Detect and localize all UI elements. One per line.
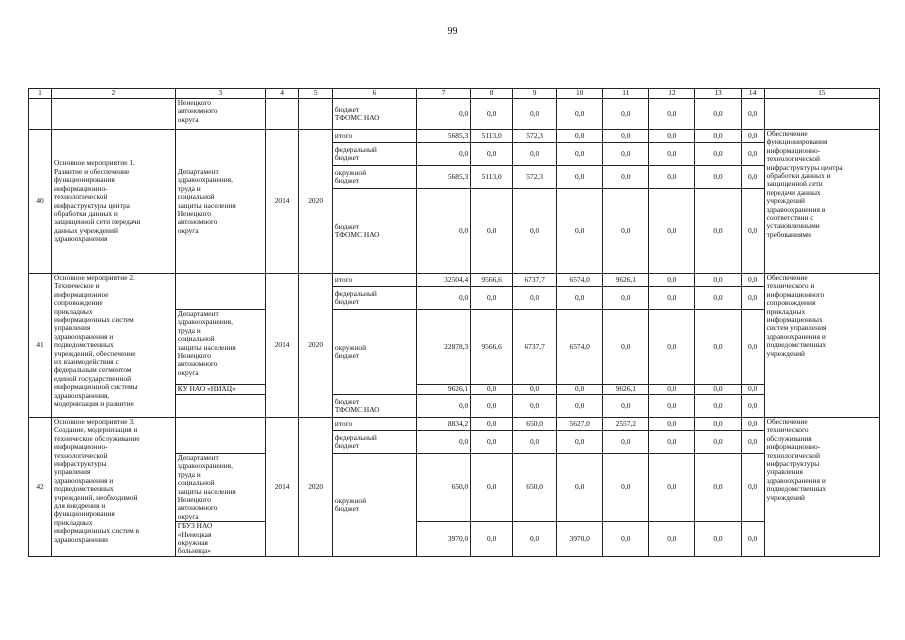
end-year-cell [299,99,333,130]
table-row [29,130,880,143]
value-cell: 0,0 [557,384,603,394]
value-cell: 0,0 [471,418,513,431]
value-cell: 0,0 [649,166,695,189]
value-cell: 0,0 [695,395,741,418]
value-cell: 0,0 [603,522,649,557]
value-cell: 0,0 [603,99,649,130]
value-cell: 0,0 [416,287,470,310]
result-cell: Обеспечение технического обслуживания информационно- технологической инфраструктуры управления здравоохранения и подведомственных учреждений [764,418,879,557]
value-cell: 0,0 [416,395,470,418]
activity-cell: Основное мероприятие 2. Техническое и информационное сопровождение прикладных информационных систем управления здравоохранения и подведомственных учреждений, обеспечение их взаимодействия с федеральным сегментом единой государственной информационной системы здравоохранения, модернизация и развитие [52,274,176,418]
value-cell: 0,0 [603,166,649,189]
header-cell: 12 [649,89,695,99]
value-cell: 0,0 [513,522,557,557]
value-cell: 5685,3 [416,166,470,189]
activity-cell: Основное мероприятие 3. Создание, модернизация и техническое обслуживание информационно- технологической инфраструктуры управления здравоохранения и подведомственных учреждений, необходимой для внедрения и функционирования прикладных информационных систем в здравоохранении [52,418,176,557]
value-cell: 5685,3 [416,130,470,143]
value-cell: 572,3 [513,166,557,189]
value-cell: 0,0 [695,384,741,394]
value-cell: 5113,0 [471,166,513,189]
value-cell: 0,0 [471,287,513,310]
source-cell: окружной бюджет [332,310,416,395]
value-cell: 0,0 [695,454,741,522]
value-cell: 2557,2 [603,418,649,431]
value-cell: 0,0 [416,189,470,274]
value-cell: 0,0 [741,431,764,454]
source-cell: федеральный бюджет [332,143,416,166]
header-cell: 9 [513,89,557,99]
activity-cell: Основное мероприятие 1. Развитие и обеспечение функционирования информационно- технологической инфраструктуры центра обработки данных и защищенной сети передачи данных учреждений здравоохранения [52,130,176,274]
value-cell: 0,0 [741,522,764,557]
value-cell: 0,0 [741,418,764,431]
value-cell: 3970,0 [557,522,603,557]
executor-cell: КУ НАО «НИАЦ» [175,384,265,394]
value-cell: 0,0 [471,143,513,166]
value-cell: 0,0 [741,310,764,385]
value-cell: 0,0 [741,189,764,274]
num-cell: 42 [29,418,52,557]
value-cell: 0,0 [695,166,741,189]
value-cell: 0,0 [471,522,513,557]
header-cell: 15 [764,89,879,99]
table-row [29,274,880,287]
num-cell [29,99,52,130]
header-cell: 10 [557,89,603,99]
value-cell: 0,0 [603,310,649,385]
value-cell: 0,0 [741,143,764,166]
value-cell: 0,0 [513,287,557,310]
value-cell: 3970,0 [416,522,470,557]
header-cell: 5 [299,89,333,99]
value-cell: 0,0 [649,99,695,130]
value-cell: 32504,4 [416,274,470,287]
value-cell: 0,0 [603,431,649,454]
header-cell: 6 [332,89,416,99]
program-table [28,88,880,557]
value-cell: 0,0 [416,143,470,166]
value-cell: 0,0 [471,395,513,418]
value-cell: 0,0 [471,99,513,130]
value-cell: 0,0 [416,99,470,130]
value-cell: 650,0 [416,454,470,522]
table-row [29,99,880,130]
table-row [29,418,880,431]
value-cell: 0,0 [649,189,695,274]
value-cell: 8834,2 [416,418,470,431]
value-cell: 0,0 [557,395,603,418]
executor-cell [175,395,265,418]
source-cell: итого [332,130,416,143]
source-cell: бюджет ТФОМС НАО [332,189,416,274]
value-cell: 0,0 [649,418,695,431]
page-number: 99 [447,26,458,37]
value-cell: 0,0 [603,287,649,310]
value-cell: 0,0 [741,274,764,287]
start-year-cell: 2014 [265,274,299,418]
value-cell: 0,0 [471,189,513,274]
value-cell: 0,0 [741,454,764,522]
value-cell: 0,0 [649,522,695,557]
value-cell: 0,0 [557,143,603,166]
value-cell: 0,0 [695,130,741,143]
value-cell: 0,0 [557,189,603,274]
value-cell: 0,0 [741,384,764,394]
header-row [29,89,880,99]
header-cell: 8 [471,89,513,99]
value-cell: 9626,1 [603,274,649,287]
value-cell: 0,0 [471,384,513,394]
activity-cell [52,99,176,130]
value-cell: 0,0 [649,431,695,454]
value-cell: 0,0 [649,310,695,385]
header-cell: 14 [741,89,764,99]
header-cell: 11 [603,89,649,99]
value-cell: 0,0 [557,99,603,130]
value-cell: 0,0 [741,166,764,189]
value-cell: 6574,0 [557,274,603,287]
executor-cell: ГБУЗ НАО «Ненецкая окружная больница» [175,522,265,557]
value-cell: 0,0 [649,274,695,287]
value-cell: 0,0 [695,99,741,130]
end-year-cell: 2020 [299,130,333,274]
header-cell: 2 [52,89,176,99]
executor-cell: Департамент здравоохранения, труда и социальной защиты населения Ненецкого автономного округа [175,130,265,274]
value-cell: 0,0 [557,130,603,143]
value-cell: 0,0 [603,189,649,274]
value-cell: 0,0 [513,99,557,130]
source-cell: федеральный бюджет [332,431,416,454]
value-cell: 9566,6 [471,274,513,287]
result-cell [764,99,879,130]
num-cell: 41 [29,274,52,418]
value-cell: 5113,0 [471,130,513,143]
value-cell: 0,0 [557,166,603,189]
value-cell: 0,0 [471,431,513,454]
result-cell: Обеспечение технического и информационного сопровождения прикладных информационных систем управления здравоохранения и подведомственных учреждений [764,274,879,418]
value-cell: 0,0 [649,143,695,166]
header-cell: 4 [265,89,299,99]
value-cell: 0,0 [741,287,764,310]
source-cell: федеральный бюджет [332,287,416,310]
value-cell: 6574,0 [557,310,603,385]
start-year-cell: 2014 [265,418,299,557]
value-cell: 572,3 [513,130,557,143]
start-year-cell [265,99,299,130]
value-cell: 0,0 [471,454,513,522]
value-cell: 0,0 [603,143,649,166]
value-cell: 5627,0 [557,418,603,431]
value-cell: 0,0 [741,395,764,418]
value-cell: 0,0 [741,99,764,130]
value-cell: 650,0 [513,418,557,431]
executor-cell: Департамент здравоохранения, труда и социальной защиты населения Ненецкого автономного округа [175,310,265,385]
value-cell: 0,0 [557,287,603,310]
value-cell: 0,0 [741,130,764,143]
value-cell: 0,0 [603,395,649,418]
source-cell: бюджет ТФОМС НАО [332,395,416,418]
header-cell: 13 [695,89,741,99]
source-cell: окружной бюджет [332,166,416,189]
value-cell: 9626,1 [416,384,470,394]
value-cell: 0,0 [513,431,557,454]
executor-cell: Ненецкого автономного округа [175,99,265,130]
value-cell: 0,0 [649,454,695,522]
executor-cell [175,274,265,310]
value-cell: 0,0 [695,287,741,310]
value-cell: 0,0 [695,189,741,274]
value-cell: 0,0 [603,454,649,522]
header-cell: 3 [175,89,265,99]
value-cell: 0,0 [695,418,741,431]
value-cell: 9626,1 [603,384,649,394]
value-cell: 0,0 [649,384,695,394]
source-cell: окружной бюджет [332,454,416,557]
result-cell: Обеспечение функционирования информационно- технологической инфраструктуры центра обработки данных и защищенной сети передачи данных учреждений здравоохранения в соответствии с установленными требованиями [764,130,879,274]
header-cell: 7 [416,89,470,99]
value-cell: 0,0 [695,143,741,166]
value-cell: 0,0 [513,395,557,418]
source-cell: итого [332,418,416,431]
value-cell: 0,0 [649,287,695,310]
value-cell: 0,0 [695,274,741,287]
value-cell: 0,0 [513,143,557,166]
source-cell: итого [332,274,416,287]
value-cell: 0,0 [695,310,741,385]
value-cell: 0,0 [603,130,649,143]
executor-cell: Департамент здравоохранения, труда и социальной защиты населения Ненецкого автономного округа [175,454,265,522]
end-year-cell: 2020 [299,418,333,557]
value-cell: 0,0 [695,431,741,454]
value-cell: 0,0 [416,431,470,454]
value-cell: 0,0 [557,431,603,454]
value-cell: 0,0 [649,130,695,143]
value-cell: 22878,3 [416,310,470,385]
end-year-cell: 2020 [299,274,333,418]
value-cell: 650,0 [513,454,557,522]
start-year-cell: 2014 [265,130,299,274]
value-cell: 6737,7 [513,274,557,287]
value-cell: 0,0 [557,454,603,522]
num-cell: 40 [29,130,52,274]
executor-cell [175,418,265,454]
value-cell: 0,0 [695,522,741,557]
value-cell: 6737,7 [513,310,557,385]
source-cell: бюджет ТФОМС НАО [332,99,416,130]
header-cell: 1 [29,89,52,99]
value-cell: 0,0 [649,395,695,418]
value-cell: 0,0 [513,189,557,274]
value-cell: 0,0 [513,384,557,394]
value-cell: 9566,6 [471,310,513,385]
